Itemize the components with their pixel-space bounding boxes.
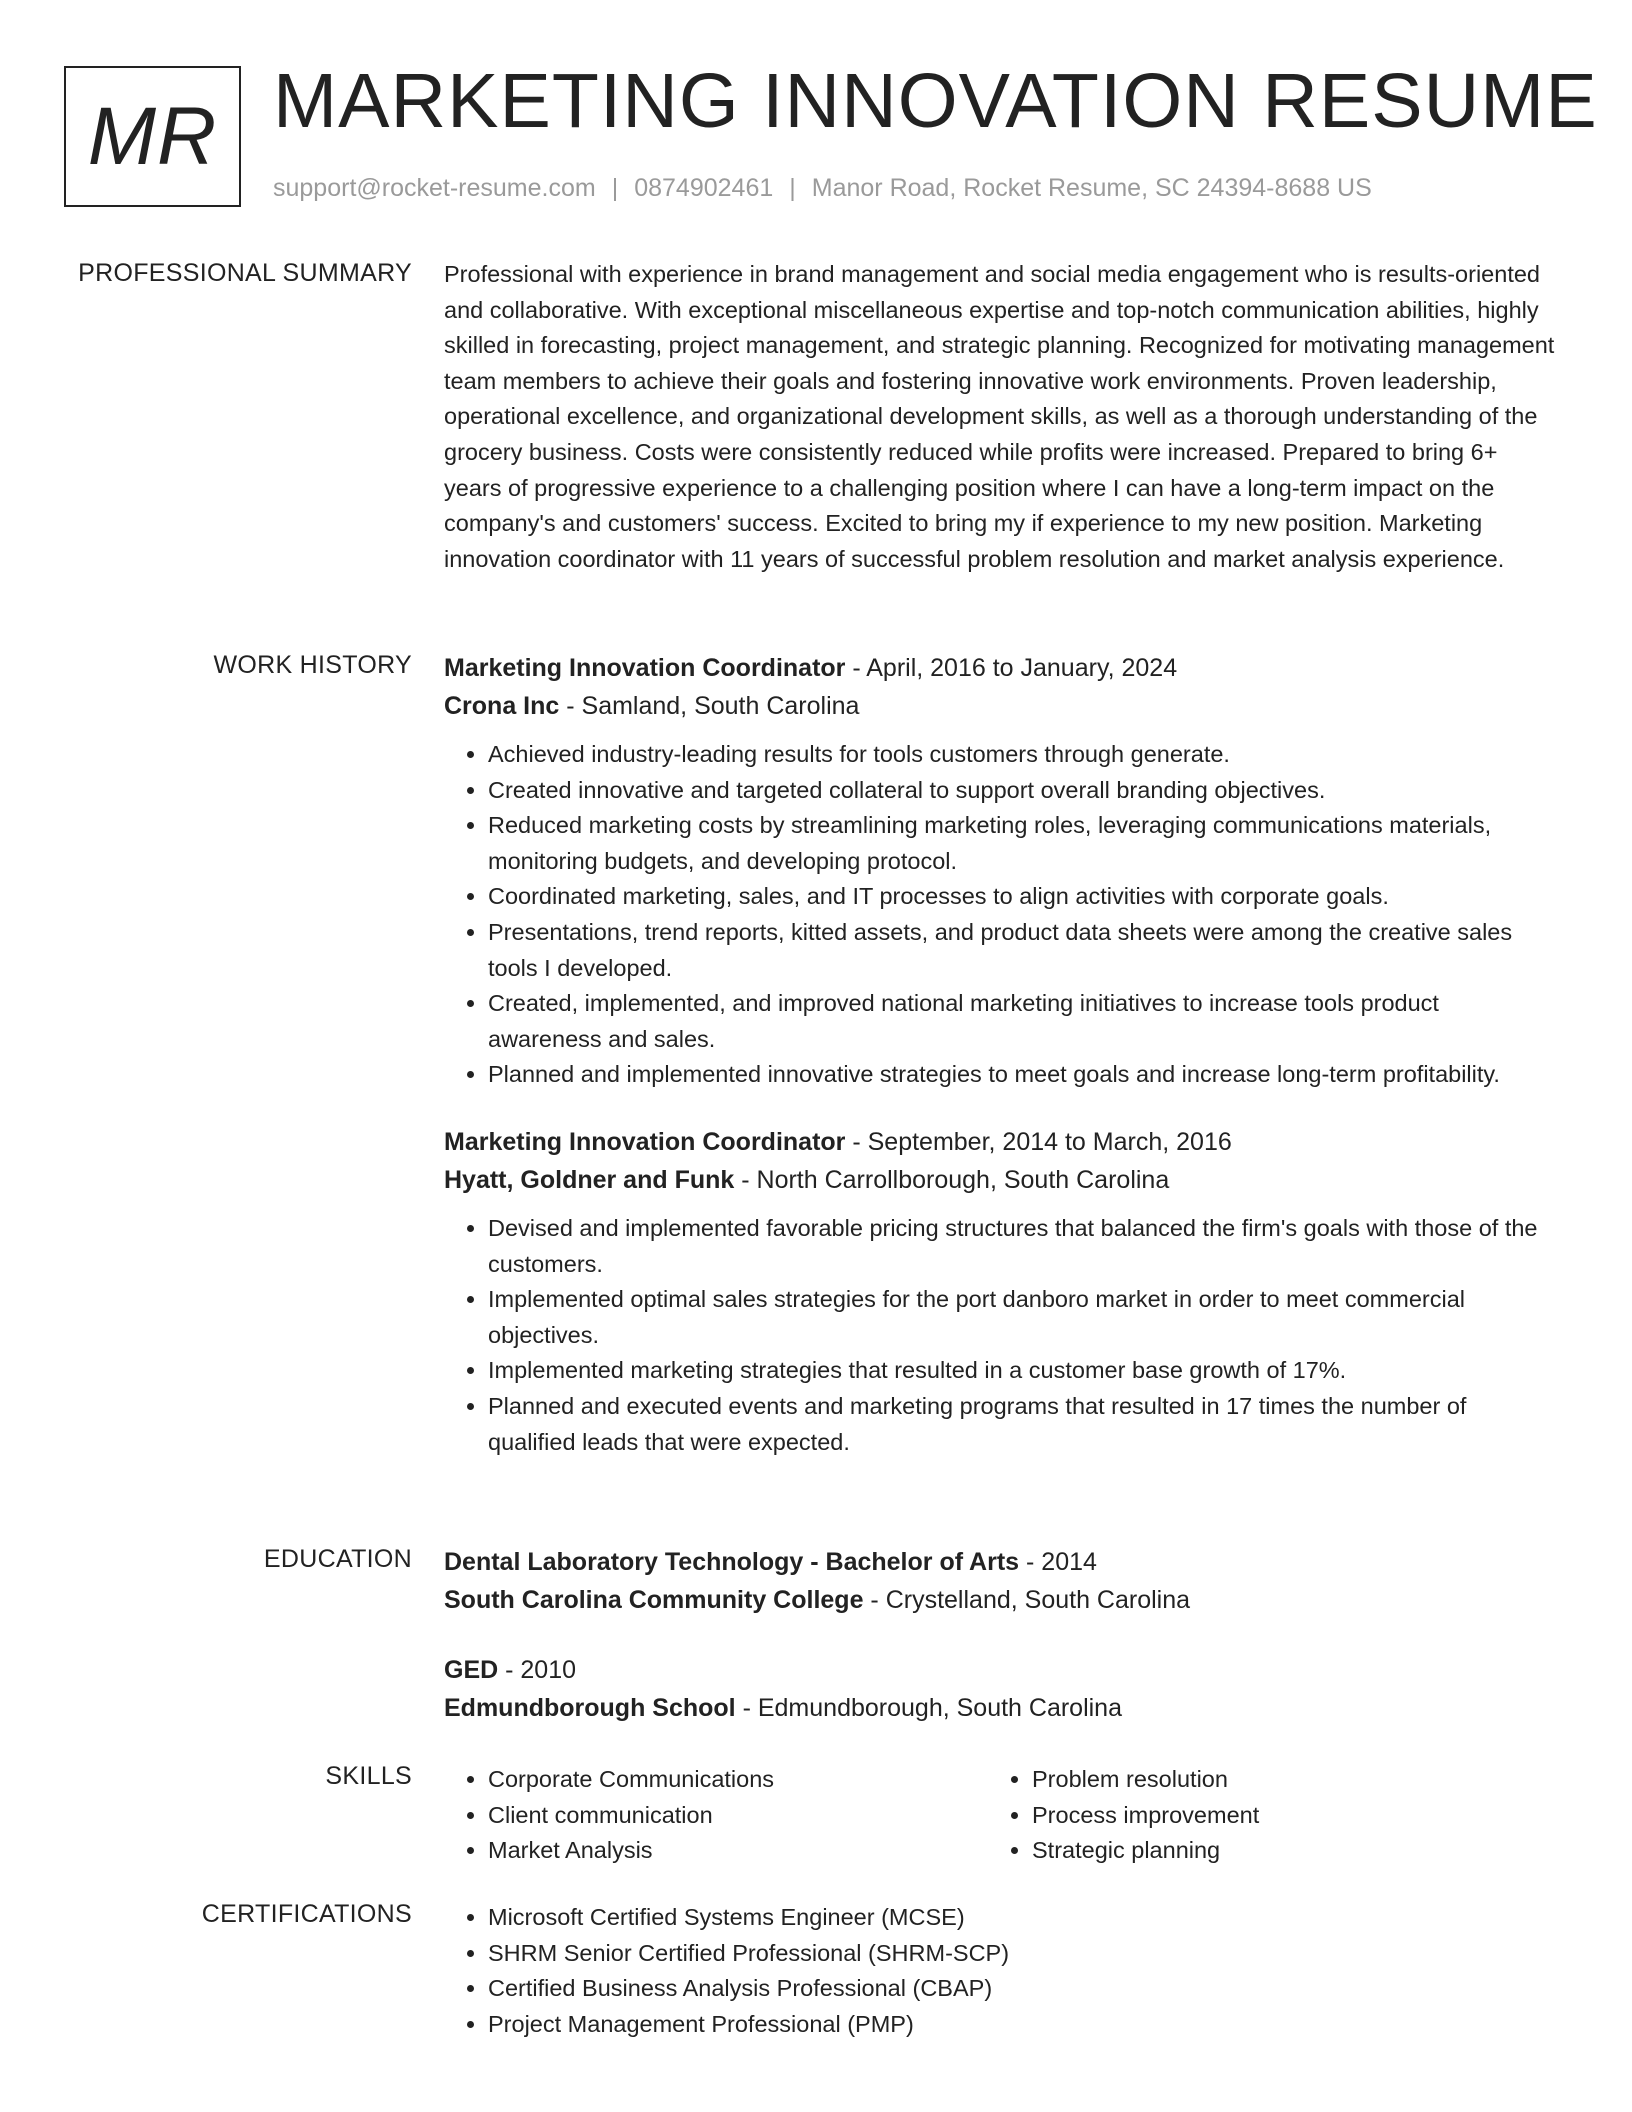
job-bullet: • Created innovative and targeted collateral to support overall branding objectives. bbox=[488, 773, 1559, 809]
skills-content bbox=[444, 1762, 1559, 1869]
summary-text: Professional with experience in brand management and social media engagement who is results-oriented and collaborative. With exceptional miscellaneous expertise and top-notch communication abilities, highly skilled in forecasting, project management, and strategic planning. Recognized for motivating management team members to achieve their goals and fostering innovative work environments. Proven leadership, operational excellence, and organizational development skills, as well as a thorough understanding of the grocery business. Costs were consistently reduced while profits were increased. Prepared to bring 6+ years of progressive experience to a challenging position where I can have a long-term impact on the company's and customers' success. Excited to bring my if experience to my new position. Marketing innovation coordinator with 11 years of successful problem resolution and market analysis experience. bbox=[444, 261, 1555, 572]
education-entry bbox=[444, 1543, 1559, 1619]
monogram-box bbox=[64, 66, 241, 207]
section-label-work-history: WORK HISTORY bbox=[213, 651, 412, 679]
certification-item: • Project Management Professional (PMP) bbox=[488, 2007, 1559, 2043]
job-bullet: • Implemented optimal sales strategies for the port danboro market in order to meet commercial objectives. bbox=[488, 1282, 1559, 1353]
certification-item: • Microsoft Certified Systems Engineer (MCSE) bbox=[488, 1900, 1559, 1936]
skill-item: • Corporate Communications bbox=[488, 1762, 988, 1798]
skills-grid bbox=[444, 1762, 1559, 1869]
school-location: - Crystelland, South Carolina bbox=[863, 1586, 1191, 1614]
education-entry bbox=[444, 1651, 1559, 1727]
degree: Dental Laboratory Technology - Bachelor of Arts bbox=[444, 1548, 1020, 1576]
job-bullet: • Reduced marketing costs by streamlining marketing roles, leveraging communications materials, monitoring budgets, and developing protocol. bbox=[488, 808, 1559, 879]
job-bullet: • Planned and implemented innovative strategies to meet goals and increase long-term profitability. bbox=[488, 1057, 1559, 1093]
summary-content bbox=[444, 257, 1559, 577]
skill-item: • Process improvement bbox=[1032, 1798, 1532, 1834]
job-company-line bbox=[444, 687, 1559, 725]
contact-line bbox=[273, 174, 1372, 203]
contact-address: Manor Road, Rocket Resume, SC 24394-8688 US bbox=[811, 174, 1372, 202]
skill-item: • Client communication bbox=[488, 1798, 988, 1834]
contact-phone[interactable]: 0874902461 bbox=[634, 174, 774, 202]
job-title: Marketing Innovation Coordinator bbox=[444, 654, 846, 682]
resume-title: MARKETING INNOVATION RESUME bbox=[273, 58, 1598, 144]
job-company-line bbox=[444, 1161, 1559, 1199]
section-label-education: EDUCATION bbox=[263, 1545, 412, 1573]
skill-item: • Strategic planning bbox=[1032, 1833, 1532, 1869]
job-dates: - April, 2016 to January, 2024 bbox=[845, 654, 1178, 682]
job-bullet: • Achieved industry-leading results for tools customers through generate. bbox=[488, 737, 1559, 773]
school-location: - Edmundborough, South Carolina bbox=[735, 1694, 1122, 1722]
skills-column-1 bbox=[444, 1762, 988, 1869]
degree-year: - 2014 bbox=[1019, 1548, 1097, 1576]
job-bullets bbox=[444, 737, 1559, 1093]
certification-item: • SHRM Senior Certified Professional (SHRM-SCP) bbox=[488, 1936, 1559, 1972]
job-bullet: • Presentations, trend reports, kitted assets, and product data sheets were among the creative sales tools I developed. bbox=[488, 915, 1559, 986]
contact-email[interactable]: support@rocket-resume.com bbox=[273, 174, 596, 202]
job-title: Marketing Innovation Coordinator bbox=[444, 1127, 846, 1156]
certifications-list bbox=[444, 1900, 1559, 2042]
job-bullet: • Created, implemented, and improved national marketing initiatives to increase tools product awareness and sales. bbox=[488, 986, 1559, 1057]
education-content bbox=[444, 1543, 1559, 1727]
degree-line bbox=[444, 1651, 1559, 1689]
degree-line bbox=[444, 1543, 1559, 1581]
job-entry bbox=[444, 649, 1559, 1093]
skill-item: • Problem resolution bbox=[1032, 1762, 1532, 1798]
skills-column-2 bbox=[988, 1762, 1532, 1869]
job-location: - North Carrollborough, South Carolina bbox=[734, 1165, 1170, 1194]
job-title-line bbox=[444, 1123, 1559, 1161]
job-title-line bbox=[444, 649, 1559, 687]
contact-separator: | bbox=[611, 174, 619, 202]
job-bullets bbox=[444, 1211, 1559, 1460]
school: Edmundborough School bbox=[444, 1694, 736, 1722]
job-company: Crona Inc bbox=[444, 692, 560, 720]
contact-separator: | bbox=[789, 174, 796, 202]
section-label-certifications: CERTIFICATIONS bbox=[201, 1900, 412, 1928]
skill-item: • Market Analysis bbox=[488, 1833, 988, 1869]
school-line bbox=[444, 1689, 1559, 1727]
job-bullet: • Devised and implemented favorable pricing structures that balanced the firm's goals with those of the customers. bbox=[488, 1211, 1559, 1282]
job-company: Hyatt, Goldner and Funk bbox=[444, 1165, 735, 1194]
job-location: - Samland, South Carolina bbox=[559, 692, 860, 720]
monogram-initials: MR bbox=[87, 90, 218, 182]
job-dates: - September, 2014 to March, 2016 bbox=[845, 1127, 1232, 1156]
job-entry bbox=[444, 1123, 1559, 1460]
school: South Carolina Community College bbox=[444, 1586, 864, 1614]
job-bullet: • Coordinated marketing, sales, and IT processes to align activities with corporate goals. bbox=[488, 879, 1559, 915]
job-bullet: • Planned and executed events and marketing programs that resulted in 17 times the number of qualified leads that were expected. bbox=[488, 1389, 1559, 1460]
section-label-skills: SKILLS bbox=[325, 1762, 412, 1790]
section-label-summary: PROFESSIONAL SUMMARY bbox=[78, 259, 412, 287]
degree: GED bbox=[444, 1656, 499, 1684]
work-history-content bbox=[444, 649, 1559, 1460]
degree-year: - 2010 bbox=[498, 1656, 577, 1684]
job-bullet: • Implemented marketing strategies that resulted in a customer base growth of 17%. bbox=[488, 1353, 1559, 1389]
certifications-content bbox=[444, 1900, 1559, 2042]
school-line bbox=[444, 1581, 1559, 1619]
certification-item: • Certified Business Analysis Professional (CBAP) bbox=[488, 1971, 1559, 2007]
